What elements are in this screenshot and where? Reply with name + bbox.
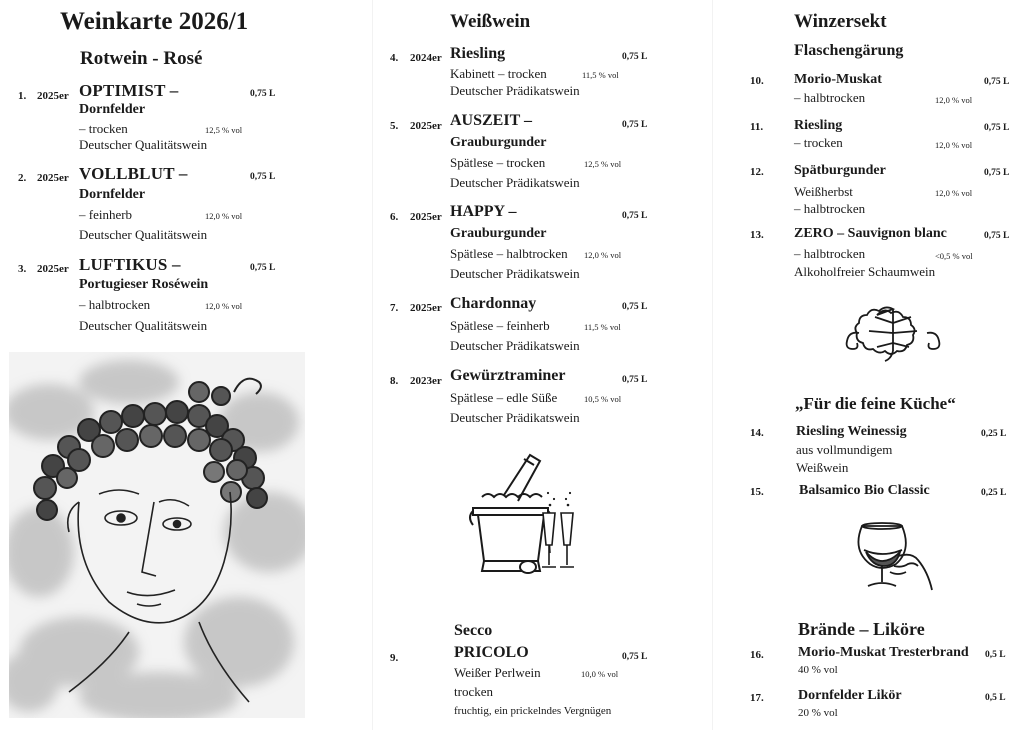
item-number: 5. [390,120,399,132]
item-name: Spätburgunder [794,163,886,178]
item-name: Riesling [794,118,843,133]
item-number: 12. [750,166,764,178]
item-name: OPTIMIST – [79,81,179,100]
item-name: LUFTIKUS – [79,255,181,274]
item-quality: Deutscher Prädikatswein [450,338,580,353]
item-quality: Deutscher Qualitätswein [79,318,208,333]
item-alcohol: <0,5 % vol [935,251,973,261]
item-number: 3. [18,263,27,275]
item-name: Riesling Weinessig [796,424,907,439]
item-size: 0,75 L [984,231,1010,241]
item-alcohol: 12,0 % vol [935,140,973,150]
item-grape: Grauburgunder [450,226,547,241]
item-taste: Spätlese – feinherb [450,318,550,333]
item-year: 2025er [410,120,442,132]
item-alcohol: 11,5 % vol [582,70,619,80]
item-alcohol: 12,0 % vol [935,95,973,105]
item-size: 0,75 L [622,120,648,130]
item-size: 0,75 L [984,123,1010,133]
item-quality: Deutscher Qualitätswein [79,227,208,242]
section-heading-braende: Brände – Liköre [798,619,925,639]
item-size: 0,75 L [250,172,276,182]
item-size: 0,25 L [981,488,1007,498]
item-taste: – halbtrocken [79,297,151,312]
item-alcohol: 11,5 % vol [584,322,621,332]
item-name: Gewürztraminer [450,367,566,384]
item-alcohol: 12,5 % vol [584,159,622,169]
item-number: 4. [390,52,399,64]
item-note: fruchtig, ein prickelndes Vergnügen [454,705,612,717]
item-line-1: 40 % vol [798,664,838,676]
item-line-2: – halbtrocken [794,201,866,216]
brandy-glass-icon [850,520,936,600]
item-name: AUSZEIT – [450,112,532,129]
item-number: 11. [750,121,764,133]
item-quality: Deutscher Qualitätswein [79,137,208,152]
item-number: 9. [390,652,399,664]
item-taste: Spätlese – halbtrocken [450,246,568,261]
item-quality: Deutscher Prädikatswein [450,175,580,190]
section-heading-winzersekt: Winzersekt [794,11,887,32]
item-year: 2025er [37,90,69,102]
item-number: 10. [750,75,764,87]
item-quality: Deutscher Prädikatswein [450,266,580,281]
item-year: 2023er [410,375,442,387]
item-grape: Grauburgunder [450,135,547,150]
item-name: Morio-Muskat Tresterbrand [798,645,969,660]
item-name: Balsamico Bio Classic [799,483,930,498]
item-line-1: Weißherbst [794,184,853,199]
column-divider [372,0,373,730]
item-quality: Deutscher Prädikatswein [450,83,580,98]
item-size: 0,75 L [622,52,648,62]
item-number: 13. [750,229,764,241]
item-taste: Spätlese – trocken [450,155,546,170]
item-line-1: aus vollmundigem [796,442,893,457]
item-grape: Dornfelder [79,102,146,117]
item-line-1: – halbtrocken [794,90,866,105]
item-number: 7. [390,302,399,314]
item-number: 17. [750,692,764,704]
item-line-2: Weißwein [796,460,849,475]
item-name: Morio-Muskat [794,72,882,87]
item-name: PRICOLO [454,644,529,661]
item-size: 0,75 L [250,89,276,99]
item-alcohol: 12,0 % vol [584,250,622,260]
item-year: 2024er [410,52,442,64]
item-size: 0,75 L [984,168,1010,178]
item-year: 2025er [410,211,442,223]
item-year: 2025er [37,172,69,184]
item-number: 15. [750,486,764,498]
item-alcohol: 12,5 % vol [205,125,243,135]
item-alcohol: 12,0 % vol [935,188,973,198]
item-number: 6. [390,211,399,223]
item-size: 0,75 L [984,77,1010,87]
item-line-2: Alkoholfreier Schaumwein [794,264,936,279]
item-year: 2025er [410,302,442,314]
item-number: 8. [390,375,399,387]
item-taste: Weißer Perlwein [454,665,541,680]
section-heading-kueche: „Für die feine Küche“ [795,394,956,413]
item-name: Chardonnay [450,295,537,312]
page-title: Weinkarte 2026/1 [60,8,249,35]
item-name: Riesling [450,45,506,62]
item-number: 14. [750,427,764,439]
item-size: 0,25 L [981,429,1007,439]
item-number: 2. [18,172,27,184]
item-line-1: 20 % vol [798,707,838,719]
item-alcohol: 12,0 % vol [205,301,243,311]
item-name: HAPPY – [450,203,517,220]
item-year: 2025er [37,263,69,275]
item-grape: Portugieser Roséwein [79,277,209,292]
section-subheading-flaschengaerung: Flaschengärung [794,42,904,59]
item-size: 0,5 L [985,693,1006,703]
bacchus-illustration [9,352,305,718]
section-heading-rotwein: Rotwein - Rosé [80,48,203,69]
section-heading-secco: Secco [454,622,493,639]
item-quality: Deutscher Prädikatswein [450,410,580,425]
item-number: 1. [18,90,27,102]
grape-leaf-icon [845,303,941,365]
item-name: Dornfelder Likör [798,688,902,703]
item-grape: Dornfelder [79,187,146,202]
item-alcohol: 10,5 % vol [584,394,622,404]
item-size: 0,75 L [622,211,648,221]
item-taste: Spätlese – edle Süße [450,390,558,405]
item-line-1: – trocken [794,135,843,150]
item-line-1: – halbtrocken [794,246,866,261]
item-alcohol: 10,0 % vol [581,669,619,679]
item-name: VOLLBLUT – [79,164,188,183]
item-taste-2: trocken [454,684,493,699]
item-alcohol: 12,0 % vol [205,211,243,221]
item-size: 0,75 L [622,302,648,312]
item-size: 0,75 L [622,652,648,662]
item-size: 0,5 L [985,650,1006,660]
item-size: 0,75 L [250,263,276,273]
item-taste: – trocken [79,121,128,136]
item-size: 0,75 L [622,375,648,385]
champagne-bucket-icon [468,453,588,578]
item-name: ZERO – Sauvignon blanc [794,226,947,241]
section-heading-weisswein: Weißwein [450,11,531,32]
column-divider [712,0,713,730]
item-taste: Kabinett – trocken [450,66,547,81]
item-number: 16. [750,649,764,661]
item-taste: – feinherb [79,207,133,222]
